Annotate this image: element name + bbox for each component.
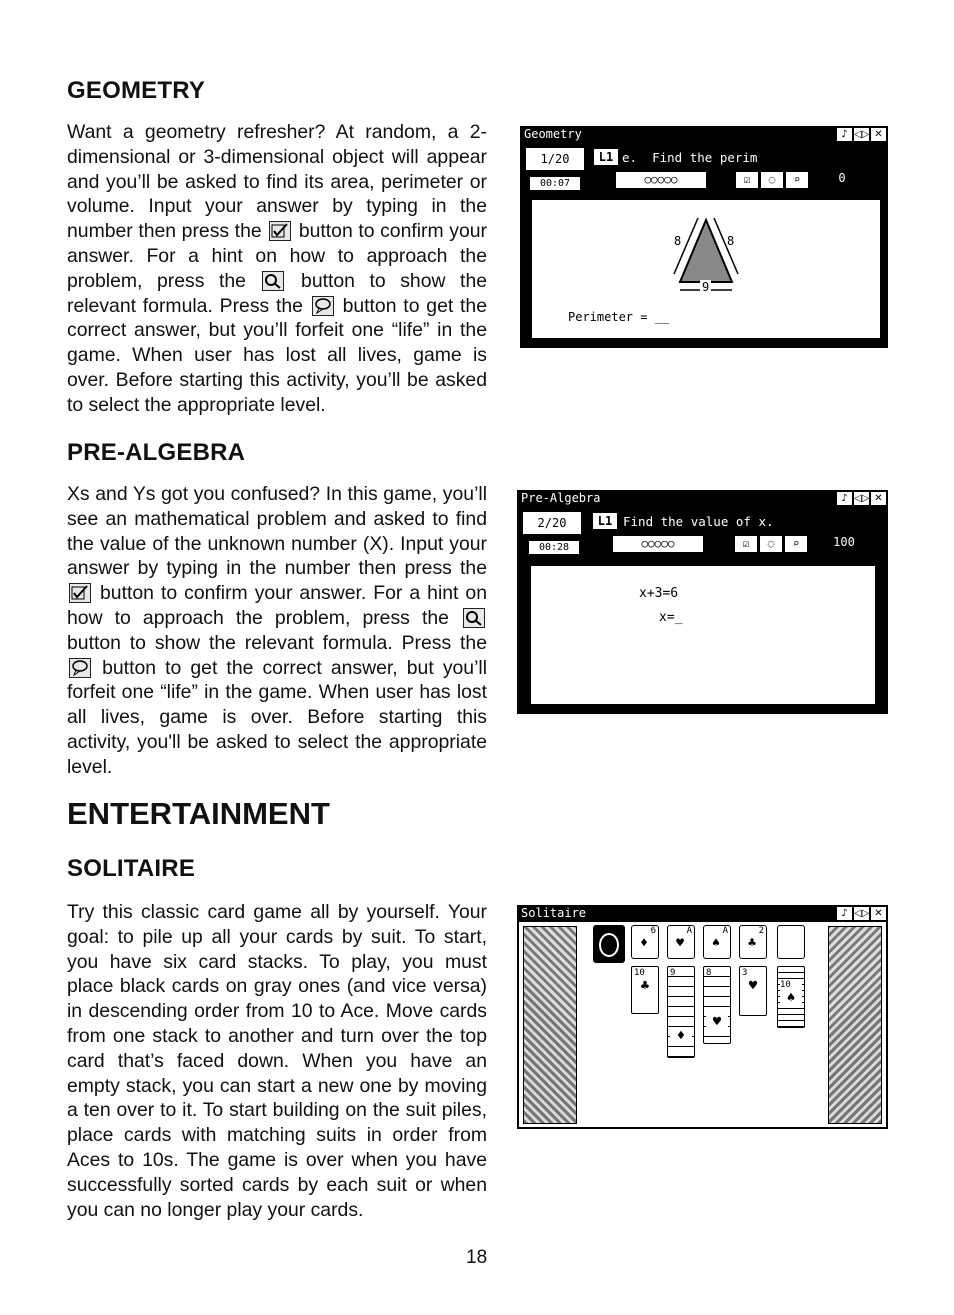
prompt-text: Find the value of x. — [623, 514, 774, 529]
answer-balloon-icon[interactable]: ◌ — [761, 172, 783, 188]
game-board — [519, 922, 886, 1127]
prompt-text: e. Find the perim — [622, 150, 758, 165]
tableau-stack[interactable]: 3 ♥ — [739, 966, 767, 1016]
solitaire-screen — [517, 905, 888, 1129]
audio-icon[interactable]: ◁▷ — [854, 908, 870, 919]
entertainment-heading: ENTERTAINMENT — [67, 796, 330, 831]
problem-area — [532, 200, 880, 338]
geometry-description — [67, 120, 487, 418]
level-badge: L1 — [594, 149, 618, 165]
answer-balloon-icon[interactable]: ◌ — [760, 536, 782, 552]
hint-magnifier-icon[interactable]: ⌕ — [785, 536, 807, 552]
deck-pile[interactable] — [593, 925, 625, 963]
score: 100 — [833, 535, 855, 549]
progress-box: 2/20 — [523, 512, 581, 534]
tableau-stack[interactable]: 9 ♦ — [667, 966, 695, 1058]
window-controls — [837, 907, 886, 920]
geometry-text-2: button to confirm your answer. For a hint on how to approach the problem, press the — [67, 220, 487, 292]
close-icon[interactable]: ✕ — [871, 128, 886, 141]
prealgebra-text-4: button to get the correct answer, but you’ll forfeit one “life” in the game. When user has lost all lives, game is over. Before starting this activity, you'll be asked to select the appropriate level. — [67, 656, 488, 778]
geometry-screen-title: Geometry — [524, 127, 582, 141]
tableau-stack[interactable]: 10 ♠ — [777, 966, 805, 1028]
confirm-check-icon[interactable]: ☑ — [735, 536, 757, 552]
prealgebra-heading: PRE-ALGEBRA — [67, 439, 246, 466]
timer: 00:28 — [529, 541, 579, 554]
action-buttons — [736, 172, 814, 188]
prealgebra-text-2: button to confirm your answer. For a hint on how to approach the problem, press the — [67, 582, 488, 629]
solitaire-screen-title: Solitaire — [521, 906, 587, 920]
close-icon[interactable]: ✕ — [871, 907, 886, 920]
hint-magnifier-icon — [463, 608, 485, 628]
geometry-screen — [520, 126, 888, 348]
problem-area — [531, 566, 875, 704]
equation-text: x+3=6 — [639, 586, 679, 601]
close-icon[interactable]: ✕ — [871, 492, 886, 505]
prealgebra-text-1: Xs and Ys got you confused? In this game, you’ll see an mathematical problem and asked to find the value of the unknown number (X). Input your answer by typing in the number then press the — [67, 483, 487, 580]
geometry-text-3: button to show the relevant formula. Press the — [67, 269, 488, 317]
right-ornament — [828, 926, 882, 1124]
audio-icon[interactable]: ◁▷ — [854, 129, 870, 140]
window-controls — [837, 492, 886, 505]
lives-indicator: ○○○○○ — [613, 536, 703, 552]
level-badge: L1 — [593, 513, 617, 529]
window-controls — [837, 128, 886, 141]
side-c-label: 9 — [702, 280, 710, 294]
side-b-label: 8 — [727, 234, 735, 248]
tableau-stack[interactable]: 10 ♣ — [631, 966, 659, 1014]
geometry-text-1: Want a geometry refresher? At random, a 2-dimensional or 3-dimensional object will appear and you’ll be asked to find its area, perimeter or volume. Input your answer by typing in the number then press the — [67, 121, 487, 243]
solitaire-heading: SOLITAIRE — [67, 855, 196, 882]
hint-magnifier-icon[interactable]: ⌕ — [786, 172, 808, 188]
foundation-pile[interactable]: 6 ♦ — [631, 925, 659, 959]
timer: 00:07 — [530, 177, 580, 190]
answer-balloon-icon — [69, 658, 91, 678]
foundation-pile[interactable]: A ♠ — [703, 925, 731, 959]
confirm-check-icon[interactable]: ☑ — [736, 172, 758, 188]
prealgebra-description — [67, 482, 487, 780]
empty-pile[interactable] — [777, 925, 805, 959]
hint-magnifier-icon — [262, 271, 284, 291]
page-number: 18 — [466, 1247, 488, 1268]
geometry-text-4: button to get the correct answer, but you’ll forfeit one “life” in the game. When user has lost all lives, game is over. Before starting this activity, you’ll be asked to select the appropriate level. — [67, 294, 488, 416]
score: 0 — [838, 171, 846, 185]
side-a-label: 8 — [674, 234, 682, 248]
confirm-check-icon — [69, 583, 91, 603]
progress-box: 1/20 — [526, 148, 584, 170]
confirm-check-icon — [269, 221, 291, 241]
geometry-heading: GEOMETRY — [67, 77, 206, 104]
music-icon[interactable]: ♪ — [837, 492, 852, 505]
tableau-stack[interactable]: 8 ♥ — [703, 966, 731, 1044]
answer-input[interactable]: x=_ — [659, 610, 683, 625]
audio-icon[interactable]: ◁▷ — [854, 493, 870, 504]
action-buttons — [735, 536, 813, 552]
left-ornament — [523, 926, 577, 1124]
question-text: Perimeter = __ — [568, 310, 670, 324]
prealgebra-screen — [517, 490, 888, 714]
prealgebra-screen-title: Pre-Algebra — [521, 491, 601, 505]
lives-indicator: ○○○○○ — [616, 172, 706, 188]
answer-balloon-icon — [312, 296, 334, 316]
solitaire-description: Try this classic card game all by yourself. Your goal: to pile up all your cards by suit. To start, you have six card stacks. To play, you must place black cards on gray ones (and vice versa) in descending order from 10 to Ace. Move cards from one stack to another and turn over the top card that’s faced down. When you have an empty stack, you can start a new one by moving a ten over to it. To start building on the suit piles, place cards with matching suits in order from Aces to 10s. The game is over when you have successfully sorted cards by each suit or when you can no longer play your cards. — [67, 901, 487, 1221]
music-icon[interactable]: ♪ — [837, 128, 852, 141]
foundation-pile[interactable]: A ♥ — [667, 925, 695, 959]
music-icon[interactable]: ♪ — [837, 907, 852, 920]
prealgebra-text-3: button to show the relevant formula. Press the — [67, 631, 487, 654]
foundation-pile[interactable]: 2 ♣ — [739, 925, 767, 959]
